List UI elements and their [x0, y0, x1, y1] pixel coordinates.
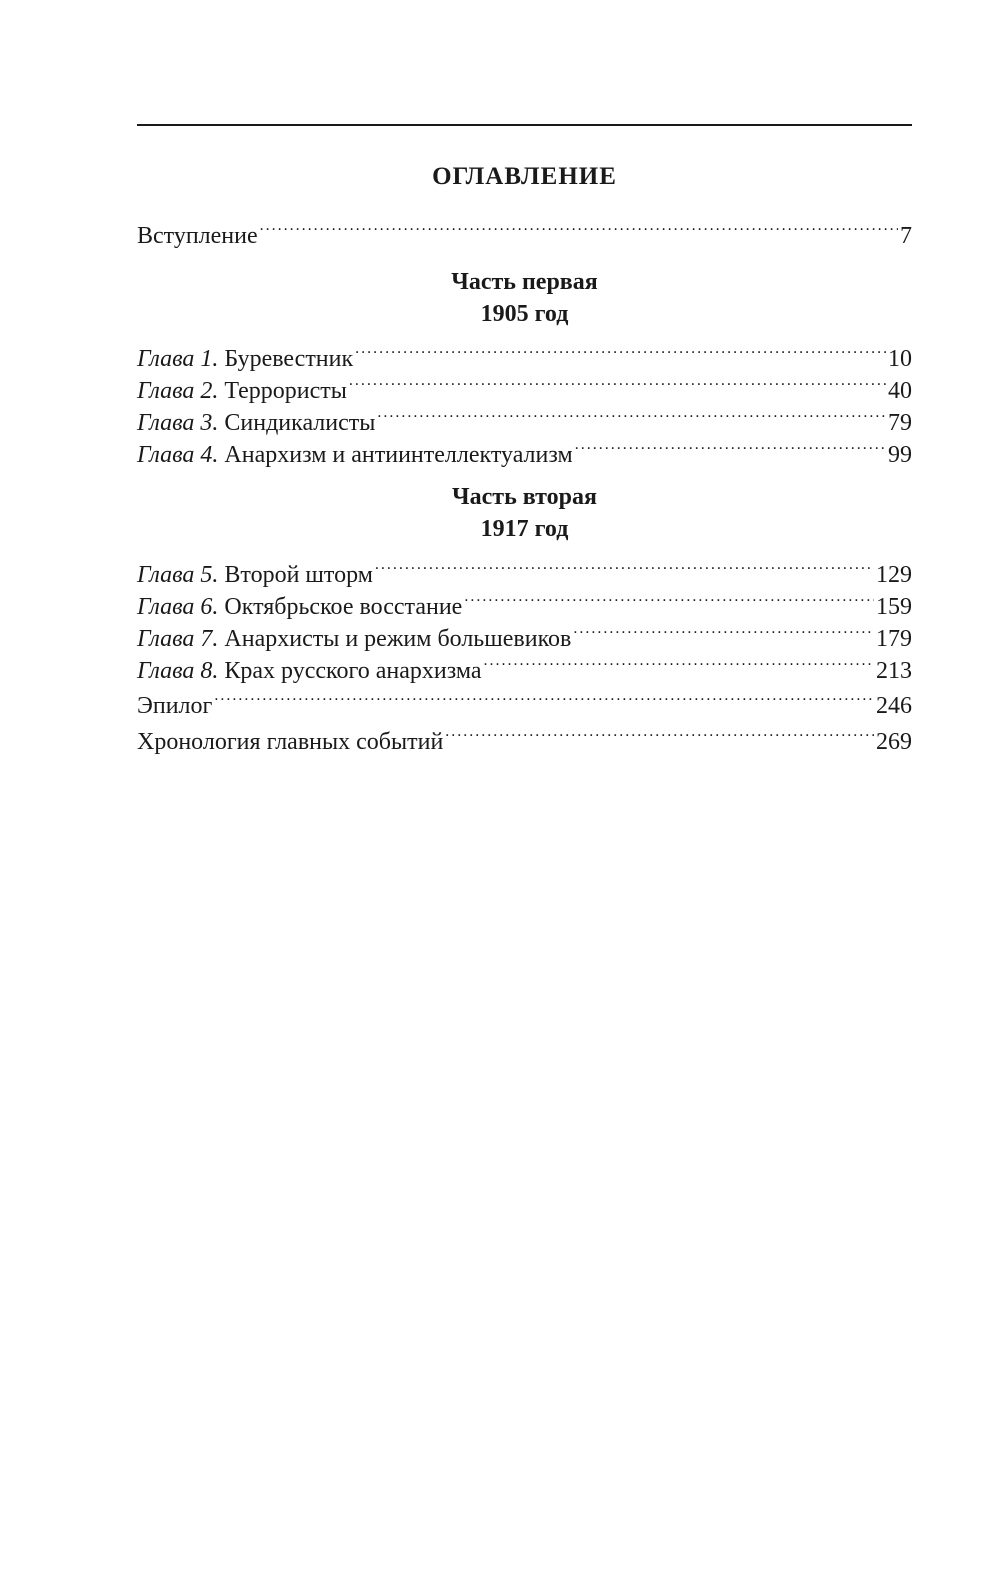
dot-leader	[355, 332, 886, 366]
dot-leader	[445, 715, 874, 749]
chapter-title: Синдикалисты	[224, 410, 376, 436]
toc-entry-chapter-7	[137, 612, 912, 652]
dot-leader	[464, 580, 874, 614]
entry-page: 79	[888, 410, 912, 436]
entry-label	[137, 438, 573, 472]
entry-page: 40	[888, 378, 912, 404]
toc-entry-intro	[137, 209, 912, 249]
part-year: 1917 год	[480, 516, 569, 542]
entry-page: 7	[900, 223, 912, 249]
chapter-prefix: Глава	[137, 658, 195, 684]
toc-entry-chapter-4	[137, 428, 912, 468]
part-year: 1905 год	[480, 301, 569, 327]
chapter-number: 6.	[200, 594, 219, 620]
dot-leader	[377, 396, 886, 430]
chapter-number: 2.	[200, 378, 219, 404]
entry-label: Эпилог	[137, 693, 213, 719]
part-title: Часть вторая	[452, 484, 597, 510]
chapter-title: Анархизм и антиинтеллектуализм	[224, 442, 573, 468]
chapter-number: 7.	[200, 626, 219, 652]
chapter-prefix: Глава	[137, 410, 195, 436]
chapter-prefix: Глава	[137, 346, 195, 372]
chapter-title: Террористы	[224, 378, 347, 404]
toc-entry-chapter-5	[137, 548, 912, 588]
toc-entry-chapter-8	[137, 644, 912, 684]
dot-leader	[573, 612, 874, 646]
toc-entry-chronology	[137, 715, 912, 755]
chapter-title: Октябрьское восстание	[224, 594, 463, 620]
dot-leader	[375, 548, 874, 582]
toc-entry-epilogue	[137, 679, 912, 719]
chapter-prefix: Глава	[137, 626, 195, 652]
entry-page: 10	[888, 346, 912, 372]
dot-leader	[260, 209, 898, 243]
entry-page: 179	[876, 626, 912, 652]
chapter-prefix: Глава	[137, 378, 195, 404]
entry-page: 129	[876, 562, 912, 588]
dot-leader	[214, 679, 874, 713]
entry-page: 159	[876, 594, 912, 620]
entry-label: Вступление	[137, 223, 258, 249]
toc-entry-chapter-2	[137, 364, 912, 404]
chapter-number: 4.	[200, 442, 219, 468]
chapter-title: Крах русского анархизма	[224, 658, 482, 684]
toc-entry-chapter-6	[137, 580, 912, 620]
part-heading-1	[137, 266, 912, 330]
entry-page: 213	[876, 658, 912, 684]
part-title: Часть первая	[451, 269, 598, 295]
chapter-prefix: Глава	[137, 562, 195, 588]
dot-leader	[575, 428, 886, 462]
chapter-title: Анархисты и режим большевиков	[224, 626, 572, 652]
entry-label: Хронология главных событий	[137, 729, 444, 755]
toc-entry-chapter-1	[137, 332, 912, 372]
chapter-title: Второй шторм	[224, 562, 373, 588]
chapter-number: 5.	[200, 562, 219, 588]
dot-leader	[349, 364, 886, 398]
entry-page: 246	[876, 693, 912, 719]
chapter-number: 1.	[200, 346, 219, 372]
dot-leader	[484, 644, 874, 678]
chapter-number: 8.	[200, 658, 219, 684]
chapter-prefix: Глава	[137, 442, 195, 468]
toc-title: ОГЛАВЛЕНИЕ	[432, 163, 617, 190]
entry-page: 269	[876, 729, 912, 755]
chapter-title: Буревестник	[224, 346, 354, 372]
chapter-number: 3.	[200, 410, 219, 436]
chapter-prefix: Глава	[137, 594, 195, 620]
part-heading-2	[137, 481, 912, 545]
toc-entry-chapter-3	[137, 396, 912, 436]
entry-page: 99	[888, 442, 912, 468]
header-rule	[137, 124, 912, 126]
